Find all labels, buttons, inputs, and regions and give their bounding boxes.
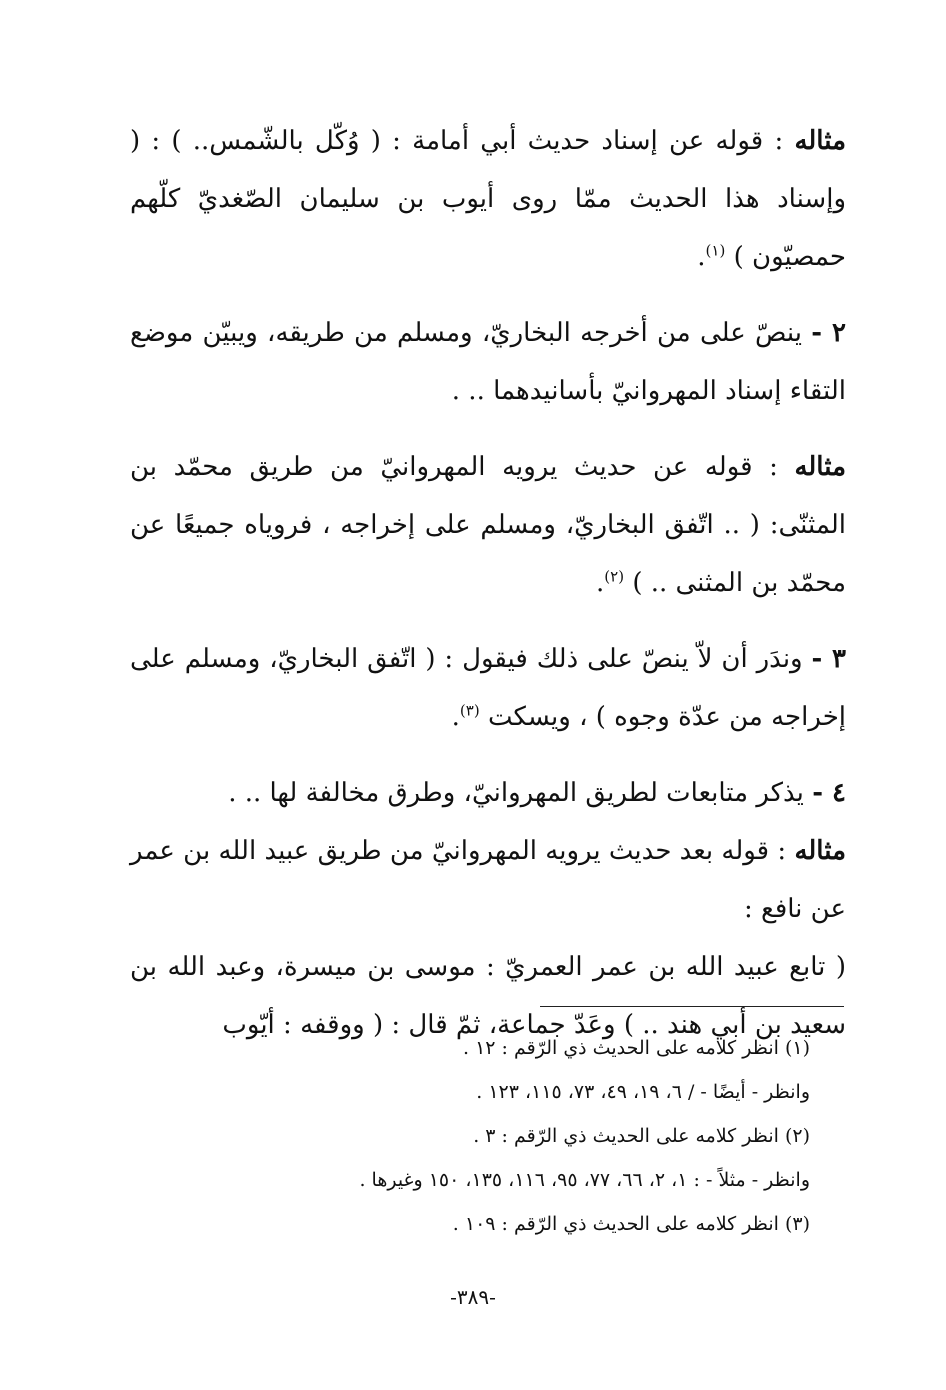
footnote-1: (١) انظر كلامه على الحديث ذي الرّقم : ١٢ . — [463, 1037, 810, 1059]
page-number: -٣٨٩- — [450, 1285, 496, 1309]
paragraph-point-3: ٣ - وندَر أن لاّ ينصّ على ذلك فيقول : ( اتّفق البخاريّ، ومسلم على إخراجه من عدّة وجوه ) ، ويسكت $^{(٣)}$. — [130, 644, 847, 732]
paragraph-example-3 — [130, 822, 846, 938]
paragraph-text: ( تابع عبيد الله بن عمر العمريّ : موسى بن ميسرة، وعبد الله بن سعيد بن أبي هند .. ) وعَدّ جماعة، ثمّ قال : ( ووقفه : أيّوب — [130, 952, 846, 1040]
footnote-2: (٢) انظر كلامه على الحديث ذي الرّقم : ٣ . — [473, 1125, 810, 1147]
paragraph-text: ينصّ على من أخرجه البخاريّ، ومسلم من طريقه، ويبيّن موضع التقاء إسناد المهروانيّ بأسانيدهما .. . — [130, 318, 846, 406]
example-label: مثاله — [794, 452, 846, 482]
point-number: ٣ - — [811, 644, 847, 674]
footnote-2-see-also: وانظر - مثلاً - : ١، ٢، ٦٦، ٧٧، ٩٥، ١١٦، ١٣٥، ١٥٠ وغيرها . — [359, 1169, 810, 1191]
example-label: مثاله — [794, 126, 846, 156]
paragraph-point-4 — [130, 764, 846, 822]
point-number: ٤ - — [812, 778, 846, 808]
paragraph-text: : قوله بعد حديث يرويه المهروانيّ من طريق عبيد الله بن عمر عن نافع : — [130, 836, 846, 924]
paragraph-point-2 — [130, 304, 846, 420]
footnote-ref-1: (١) — [705, 241, 726, 260]
footnote-ref-2: (٢) — [604, 567, 625, 586]
footnote-ref-3: (٣) — [459, 701, 480, 720]
footnote-separator — [540, 1006, 844, 1007]
main-text — [130, 112, 846, 1054]
footnote-1-see-also: وانظر - أيضًا - / ٦، ١٩، ٤٩، ٧٣، ١١٥، ١٢٣ . — [476, 1081, 810, 1103]
paragraph-text: : قوله عن حديث يرويه المهروانيّ من طريق محمّد بن المثنّى: ( .. اتّفق البخاريّ، ومسلم على إخراجه ، فروياه جميعًا عن محمّد بن المثنى .. ) — [130, 452, 846, 598]
point-number: ٢ - — [811, 318, 846, 348]
paragraph-example-2: مثاله : قوله عن حديث يرويه المهروانيّ من طريق محمّد بن المثنّى: ( .. اتّفق البخاريّ، ومسلم على إخراجه ، فروياه جميعًا عن محمّد بن المثنى .. ) $^{(٢)}$. — [130, 452, 846, 598]
paragraph-text: : قوله عن إسناد حديث أبي أمامة : ( وُكّل بالشّمس.. ) : ( وإسناد هذا الحديث ممّا روى أيوب بن سليمان الصّغديّ كلّهم حمصيّون ) — [130, 126, 846, 272]
paragraph-text: وندَر أن لاّ ينصّ على ذلك فيقول : ( اتّفق البخاريّ، ومسلم على إخراجه من عدّة وجوه ) ، ويسكت — [130, 644, 846, 732]
paragraph-text: يذكر متابعات لطريق المهروانيّ، وطرق مخالفة لها .. . — [228, 778, 804, 808]
paragraph-example-1: مثاله : قوله عن إسناد حديث أبي أمامة : ( وُكّل بالشّمس.. ) : ( وإسناد هذا الحديث ممّا روى أيوب بن سليمان الصّغديّ كلّهم حمصيّون ) $^{(١)}$. — [130, 126, 846, 272]
footnote-3: (٣) انظر كلامه على الحديث ذي الرّقم : ١٠٩ . — [452, 1213, 810, 1235]
footnotes — [180, 1026, 810, 1246]
example-label: مثاله — [794, 836, 846, 866]
